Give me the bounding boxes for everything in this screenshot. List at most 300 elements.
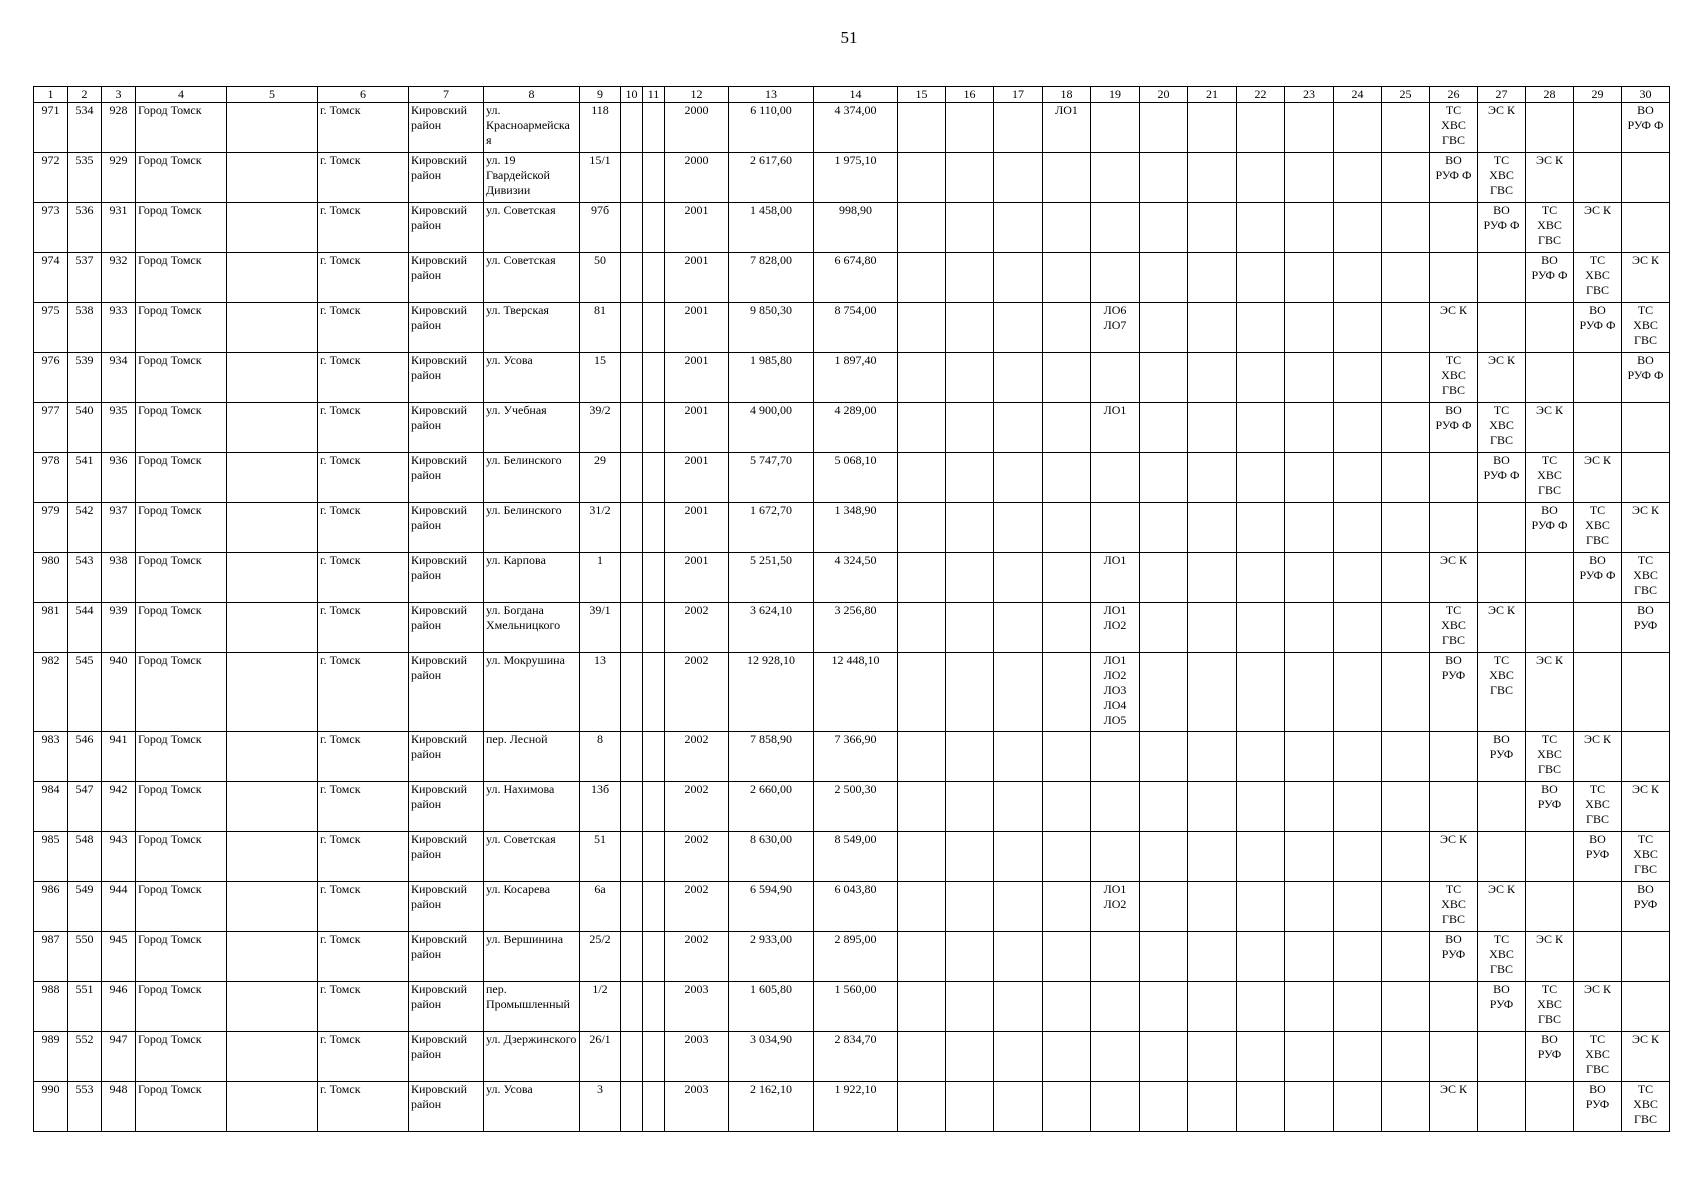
table-cell xyxy=(1526,1082,1574,1132)
table-cell xyxy=(1382,653,1430,732)
table-cell xyxy=(1188,882,1237,932)
table-cell xyxy=(898,253,946,303)
table-cell xyxy=(1140,732,1188,782)
table-row xyxy=(34,782,1670,832)
table-cell: пер. Лесной xyxy=(484,732,580,782)
table-cell: Кировский район xyxy=(409,253,484,303)
table-cell: 974 xyxy=(34,253,68,303)
table-cell xyxy=(621,553,643,603)
column-header: 11 xyxy=(643,87,665,103)
table-cell xyxy=(898,653,946,732)
table-cell: 2001 xyxy=(665,453,729,503)
table-cell: ЛО6 ЛО7 xyxy=(1091,303,1140,353)
table-cell xyxy=(1237,103,1285,153)
table-cell xyxy=(1091,353,1140,403)
table-cell: 1 458,00 xyxy=(729,203,814,253)
table-cell xyxy=(994,253,1043,303)
table-cell: 1 672,70 xyxy=(729,503,814,553)
table-cell xyxy=(643,303,665,353)
table-row xyxy=(34,553,1670,603)
table-cell xyxy=(898,1032,946,1082)
table-cell xyxy=(1091,1032,1140,1082)
column-header: 16 xyxy=(946,87,994,103)
table-cell xyxy=(621,203,643,253)
table-cell xyxy=(227,1032,318,1082)
table-cell xyxy=(1285,453,1334,503)
column-header: 12 xyxy=(665,87,729,103)
table-row xyxy=(34,603,1670,653)
table-cell: 990 xyxy=(34,1082,68,1132)
column-header: 13 xyxy=(729,87,814,103)
table-cell: 983 xyxy=(34,732,68,782)
table-cell: 2002 xyxy=(665,832,729,882)
table-cell: ЭС К xyxy=(1430,1082,1478,1132)
table-cell xyxy=(1285,832,1334,882)
table-cell xyxy=(1140,403,1188,453)
table-cell: 948 xyxy=(102,1082,136,1132)
table-cell: ЛО1 ЛО2 xyxy=(1091,882,1140,932)
table-cell xyxy=(1188,403,1237,453)
table-cell xyxy=(1188,782,1237,832)
table-cell xyxy=(1334,253,1382,303)
table-cell: 942 xyxy=(102,782,136,832)
table-cell xyxy=(1430,453,1478,503)
table-cell: ул. Усова xyxy=(484,353,580,403)
table-cell xyxy=(1237,653,1285,732)
table-cell: Кировский район xyxy=(409,653,484,732)
table-row xyxy=(34,403,1670,453)
table-cell xyxy=(1382,603,1430,653)
column-header: 7 xyxy=(409,87,484,103)
table-cell xyxy=(1526,553,1574,603)
table-cell: Кировский район xyxy=(409,882,484,932)
table-cell: 8 549,00 xyxy=(814,832,898,882)
table-cell xyxy=(1382,1082,1430,1132)
table-cell xyxy=(1382,932,1430,982)
table-cell: 973 xyxy=(34,203,68,253)
table-cell xyxy=(227,932,318,982)
table-cell: г. Томск xyxy=(318,1082,409,1132)
table-cell xyxy=(946,882,994,932)
table-cell: 987 xyxy=(34,932,68,982)
table-cell xyxy=(227,353,318,403)
table-cell: ЭС К xyxy=(1430,303,1478,353)
column-header: 25 xyxy=(1382,87,1430,103)
table-cell xyxy=(1478,1082,1526,1132)
table-cell xyxy=(1140,203,1188,253)
table-cell: ТС ХВС ГВС xyxy=(1430,882,1478,932)
table-cell: Город Томск xyxy=(136,603,227,653)
table-cell: ул. Белинского xyxy=(484,503,580,553)
table-cell xyxy=(1140,653,1188,732)
table-cell xyxy=(994,453,1043,503)
table-cell: ВО РУФ Ф xyxy=(1526,503,1574,553)
table-cell xyxy=(1285,1082,1334,1132)
table-cell xyxy=(994,603,1043,653)
header-row xyxy=(34,87,1670,103)
table-cell xyxy=(946,832,994,882)
table-cell xyxy=(946,353,994,403)
table-cell xyxy=(1478,553,1526,603)
table-cell: Город Томск xyxy=(136,403,227,453)
table-cell xyxy=(1574,603,1622,653)
table-cell xyxy=(643,253,665,303)
table-cell xyxy=(1334,503,1382,553)
table-cell: 39/1 xyxy=(580,603,621,653)
table-cell xyxy=(898,1082,946,1132)
table-cell: г. Томск xyxy=(318,932,409,982)
table-cell xyxy=(1574,403,1622,453)
table-cell: ВО РУФ Ф xyxy=(1622,103,1670,153)
table-cell xyxy=(1091,503,1140,553)
table-cell: г. Томск xyxy=(318,103,409,153)
table-cell xyxy=(1043,732,1091,782)
table-cell xyxy=(621,353,643,403)
table-cell: 542 xyxy=(68,503,102,553)
table-cell xyxy=(1382,203,1430,253)
table-cell: 2 617,60 xyxy=(729,153,814,203)
column-header: 24 xyxy=(1334,87,1382,103)
table-cell: 12 448,10 xyxy=(814,653,898,732)
table-cell: 2001 xyxy=(665,553,729,603)
table-cell: г. Томск xyxy=(318,732,409,782)
table-cell: Кировский район xyxy=(409,353,484,403)
table-cell: г. Томск xyxy=(318,603,409,653)
table-cell: 6а xyxy=(580,882,621,932)
table-cell xyxy=(1188,603,1237,653)
table-cell xyxy=(1237,932,1285,982)
table-cell xyxy=(1043,1032,1091,1082)
table-cell xyxy=(1091,103,1140,153)
table-cell xyxy=(1140,932,1188,982)
table-cell xyxy=(1188,303,1237,353)
table-cell: Город Томск xyxy=(136,732,227,782)
table-cell xyxy=(643,503,665,553)
table-cell: 944 xyxy=(102,882,136,932)
column-header: 14 xyxy=(814,87,898,103)
table-cell xyxy=(1043,303,1091,353)
table-cell xyxy=(1091,1082,1140,1132)
table-cell xyxy=(946,103,994,153)
table-cell xyxy=(1188,982,1237,1032)
table-cell: 1 897,40 xyxy=(814,353,898,403)
column-header: 26 xyxy=(1430,87,1478,103)
table-cell xyxy=(1237,553,1285,603)
table-cell: Кировский район xyxy=(409,982,484,1032)
table-cell xyxy=(1140,153,1188,203)
table-cell xyxy=(1188,353,1237,403)
table-cell xyxy=(946,982,994,1032)
table-cell: 549 xyxy=(68,882,102,932)
table-cell xyxy=(1140,982,1188,1032)
table-cell: 545 xyxy=(68,653,102,732)
table-cell: Город Томск xyxy=(136,153,227,203)
table-cell: 1 xyxy=(580,553,621,603)
table-cell xyxy=(1237,882,1285,932)
table-cell: 7 858,90 xyxy=(729,732,814,782)
table-cell xyxy=(1526,303,1574,353)
table-cell: ВО РУФ Ф xyxy=(1478,203,1526,253)
table-row xyxy=(34,103,1670,153)
table-cell: г. Томск xyxy=(318,1032,409,1082)
table-cell: 939 xyxy=(102,603,136,653)
table-cell: ТС ХВС ГВС xyxy=(1430,353,1478,403)
table-cell xyxy=(994,103,1043,153)
table-cell xyxy=(643,353,665,403)
table-cell xyxy=(227,553,318,603)
table-cell: ЭС К xyxy=(1574,732,1622,782)
table-cell: 929 xyxy=(102,153,136,203)
table-cell xyxy=(946,203,994,253)
table-cell: 535 xyxy=(68,153,102,203)
table-cell: ЛО1 ЛО2 ЛО3 ЛО4 ЛО5 xyxy=(1091,653,1140,732)
table-row xyxy=(34,732,1670,782)
table-cell: 541 xyxy=(68,453,102,503)
table-cell xyxy=(227,982,318,1032)
table-cell xyxy=(1140,503,1188,553)
table-cell xyxy=(643,882,665,932)
table-cell: 553 xyxy=(68,1082,102,1132)
table-cell xyxy=(227,782,318,832)
table-cell: 118 xyxy=(580,103,621,153)
table-row xyxy=(34,153,1670,203)
table-cell: 12 928,10 xyxy=(729,653,814,732)
table-cell xyxy=(1043,353,1091,403)
table-cell xyxy=(621,453,643,503)
table-cell: ТС ХВС ГВС xyxy=(1430,603,1478,653)
table-cell: ТС ХВС ГВС xyxy=(1526,203,1574,253)
table-cell xyxy=(1382,103,1430,153)
table-cell: Город Томск xyxy=(136,503,227,553)
table-cell xyxy=(621,303,643,353)
table-cell: 2001 xyxy=(665,303,729,353)
table-cell: ВО РУФ xyxy=(1574,832,1622,882)
table-cell xyxy=(1430,732,1478,782)
table-cell xyxy=(1622,982,1670,1032)
table-cell: 5 747,70 xyxy=(729,453,814,503)
table-cell xyxy=(898,353,946,403)
table-cell xyxy=(994,553,1043,603)
table-cell xyxy=(946,653,994,732)
table-cell xyxy=(1430,503,1478,553)
table-cell: 2001 xyxy=(665,403,729,453)
table-cell: 2002 xyxy=(665,603,729,653)
table-cell xyxy=(1140,1082,1188,1132)
table-cell: 2002 xyxy=(665,732,729,782)
table-cell: 2001 xyxy=(665,353,729,403)
table-cell xyxy=(1285,403,1334,453)
table-cell xyxy=(994,203,1043,253)
table-cell xyxy=(1622,203,1670,253)
table-cell xyxy=(1237,203,1285,253)
table-cell xyxy=(1382,403,1430,453)
table-cell xyxy=(1285,353,1334,403)
table-cell xyxy=(1140,553,1188,603)
table-cell: ул. Усова xyxy=(484,1082,580,1132)
table-cell: ул. Дзержинского xyxy=(484,1032,580,1082)
table-cell: 982 xyxy=(34,653,68,732)
table-cell: Кировский район xyxy=(409,553,484,603)
table-cell xyxy=(1043,982,1091,1032)
table-cell xyxy=(946,1032,994,1082)
table-cell xyxy=(898,403,946,453)
table-cell: ЭС К xyxy=(1526,932,1574,982)
table-cell: Кировский район xyxy=(409,403,484,453)
table-cell xyxy=(1285,253,1334,303)
table-cell xyxy=(1622,453,1670,503)
data-table xyxy=(33,86,1670,1132)
table-cell xyxy=(1478,1032,1526,1082)
table-cell xyxy=(227,653,318,732)
column-header: 27 xyxy=(1478,87,1526,103)
table-cell xyxy=(1140,1032,1188,1082)
table-cell xyxy=(946,303,994,353)
table-cell: 1 605,80 xyxy=(729,982,814,1032)
table-cell: ЭС К xyxy=(1526,653,1574,732)
table-cell xyxy=(1140,782,1188,832)
table-cell xyxy=(1334,932,1382,982)
table-cell xyxy=(621,403,643,453)
table-cell: ЭС К xyxy=(1478,603,1526,653)
table-cell: 3 256,80 xyxy=(814,603,898,653)
table-cell xyxy=(1478,303,1526,353)
table-cell: ЭС К xyxy=(1622,503,1670,553)
table-cell xyxy=(1382,882,1430,932)
table-cell: ЭС К xyxy=(1526,403,1574,453)
table-cell xyxy=(1382,353,1430,403)
table-cell: 6 043,80 xyxy=(814,882,898,932)
table-cell: 25/2 xyxy=(580,932,621,982)
table-cell: 2003 xyxy=(665,982,729,1032)
table-cell: г. Томск xyxy=(318,153,409,203)
table-cell: 935 xyxy=(102,403,136,453)
table-cell: 552 xyxy=(68,1032,102,1082)
table-cell xyxy=(1285,603,1334,653)
table-cell xyxy=(1140,453,1188,503)
table-cell: 2 895,00 xyxy=(814,932,898,982)
table-cell xyxy=(946,732,994,782)
table-cell xyxy=(1188,153,1237,203)
table-cell xyxy=(1285,153,1334,203)
table-cell xyxy=(643,1082,665,1132)
table-cell xyxy=(994,732,1043,782)
table-cell xyxy=(1188,103,1237,153)
table-row xyxy=(34,303,1670,353)
table-cell: 936 xyxy=(102,453,136,503)
table-cell: Кировский район xyxy=(409,453,484,503)
table-cell: г. Томск xyxy=(318,503,409,553)
table-cell: 39/2 xyxy=(580,403,621,453)
table-cell xyxy=(1285,782,1334,832)
table-cell: ТС ХВС ГВС xyxy=(1526,453,1574,503)
table-cell: 6 594,90 xyxy=(729,882,814,932)
table-cell: 15/1 xyxy=(580,153,621,203)
table-cell xyxy=(227,832,318,882)
table-cell xyxy=(621,1082,643,1132)
table-cell: ТС ХВС ГВС xyxy=(1574,782,1622,832)
column-header: 18 xyxy=(1043,87,1091,103)
table-cell: 1 922,10 xyxy=(814,1082,898,1132)
table-cell xyxy=(1622,732,1670,782)
column-header: 17 xyxy=(994,87,1043,103)
table-cell: 2002 xyxy=(665,882,729,932)
table-cell: 543 xyxy=(68,553,102,603)
table-cell xyxy=(643,403,665,453)
table-cell: 2 933,00 xyxy=(729,932,814,982)
table-cell xyxy=(1526,882,1574,932)
table-cell xyxy=(621,1032,643,1082)
table-cell: 7 828,00 xyxy=(729,253,814,303)
table-cell: 1 985,80 xyxy=(729,353,814,403)
table-cell: 2003 xyxy=(665,1082,729,1132)
table-cell: 544 xyxy=(68,603,102,653)
table-cell xyxy=(898,603,946,653)
table-cell xyxy=(227,453,318,503)
table-cell xyxy=(1334,353,1382,403)
table-cell xyxy=(1382,303,1430,353)
table-cell xyxy=(1091,732,1140,782)
table-cell: Кировский район xyxy=(409,503,484,553)
table-cell xyxy=(994,153,1043,203)
table-cell xyxy=(1091,832,1140,882)
table-cell xyxy=(227,253,318,303)
table-cell: ВО РУФ xyxy=(1622,603,1670,653)
table-cell xyxy=(946,453,994,503)
table-cell xyxy=(898,503,946,553)
table-cell xyxy=(643,103,665,153)
table-cell xyxy=(1334,832,1382,882)
table-cell xyxy=(994,503,1043,553)
table-cell xyxy=(1334,882,1382,932)
table-cell xyxy=(1574,153,1622,203)
table-cell: ул. Косарева xyxy=(484,882,580,932)
table-row xyxy=(34,982,1670,1032)
table-row xyxy=(34,253,1670,303)
table-cell xyxy=(1574,103,1622,153)
table-cell xyxy=(643,832,665,882)
table-cell: Город Томск xyxy=(136,782,227,832)
table-cell: ул. Тверская xyxy=(484,303,580,353)
table-cell xyxy=(227,503,318,553)
table-cell xyxy=(1188,503,1237,553)
table-cell xyxy=(946,253,994,303)
page-number: 51 xyxy=(840,28,858,47)
table-cell xyxy=(1382,732,1430,782)
table-cell xyxy=(1285,553,1334,603)
table-cell: ВО РУФ Ф xyxy=(1430,403,1478,453)
table-cell: г. Томск xyxy=(318,353,409,403)
column-header: 20 xyxy=(1140,87,1188,103)
table-cell: 972 xyxy=(34,153,68,203)
table-cell xyxy=(1334,153,1382,203)
table-row xyxy=(34,1032,1670,1082)
table-cell xyxy=(1334,653,1382,732)
table-cell: ул. Нахимова xyxy=(484,782,580,832)
table-cell: ул. Учебная xyxy=(484,403,580,453)
table-cell xyxy=(994,932,1043,982)
table-cell xyxy=(1237,732,1285,782)
table-cell: 97б xyxy=(580,203,621,253)
table-cell xyxy=(1043,403,1091,453)
table-cell: Город Томск xyxy=(136,303,227,353)
table-cell xyxy=(227,153,318,203)
table-cell xyxy=(1237,603,1285,653)
table-cell: Кировский район xyxy=(409,932,484,982)
table-cell xyxy=(1285,103,1334,153)
table-cell xyxy=(1140,103,1188,153)
table-cell: 537 xyxy=(68,253,102,303)
table-cell: 2000 xyxy=(665,103,729,153)
